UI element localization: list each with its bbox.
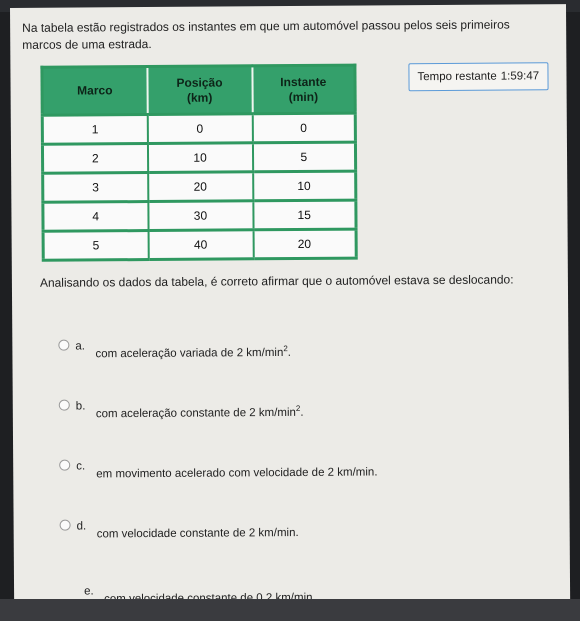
cell-instante: 20 [253, 229, 356, 259]
option-letter: d. [76, 520, 87, 533]
cell-posicao: 20 [148, 172, 253, 202]
cell-instante: 10 [253, 171, 356, 201]
cell-posicao: 0 [147, 114, 252, 144]
header-marco: Marco [42, 67, 147, 116]
option-letter: a. [75, 340, 86, 353]
option-d[interactable] [60, 519, 299, 541]
cell-marco: 4 [43, 202, 148, 232]
table-row [42, 113, 355, 144]
cell-instante: 0 [252, 113, 355, 143]
cell-marco: 3 [43, 173, 148, 203]
data-table [40, 64, 357, 262]
question-page [10, 4, 570, 608]
option-letter: c. [76, 460, 86, 473]
cell-posicao: 40 [148, 230, 253, 260]
table-header-row [42, 65, 355, 115]
option-b[interactable] [59, 399, 304, 421]
timer-box [408, 62, 548, 91]
option-a[interactable] [58, 339, 291, 361]
radio-d[interactable] [60, 520, 71, 531]
cell-marco: 5 [43, 231, 148, 261]
option-text: com velocidade constante de 2 km/min. [96, 526, 299, 541]
option-letter: b. [75, 400, 86, 413]
radio-c[interactable] [59, 460, 70, 471]
radio-b[interactable] [59, 400, 70, 411]
bottom-bar [0, 599, 580, 621]
question-text: Na tabela estão registrados os instantes em que um automóvel passou pelos seis primeiros marcos de uma estrada. [22, 17, 510, 52]
timer-label: Tempo restante [417, 70, 497, 84]
cell-posicao: 10 [147, 143, 252, 173]
option-text: em movimento acelerado com velocidade de 2 km/min. [96, 466, 378, 481]
cell-instante: 5 [252, 142, 355, 172]
cell-marco: 1 [42, 115, 147, 145]
option-text: com aceleração variada de 2 $km/\min^2$. [95, 344, 292, 361]
header-posicao: Posição (km) [147, 66, 252, 115]
cell-instante: 15 [253, 200, 356, 230]
table-row [43, 171, 356, 202]
option-text: com aceleração constante de 2 $km/\min^2$. [95, 404, 304, 421]
cell-marco: 2 [42, 144, 147, 174]
table-row [42, 142, 355, 173]
table-row [43, 229, 356, 260]
radio-a[interactable] [58, 340, 69, 351]
timer-value: 1:59:47 [500, 70, 540, 83]
table-row [43, 200, 356, 231]
cell-posicao: 30 [148, 201, 253, 231]
option-letter: e. [84, 585, 94, 598]
question-prompt: Analisando os dados da tabela, é correto afirmar que o automóvel estava se deslocando: [39, 272, 514, 290]
option-c[interactable] [59, 458, 377, 480]
header-instante: Instante (min) [252, 65, 355, 114]
